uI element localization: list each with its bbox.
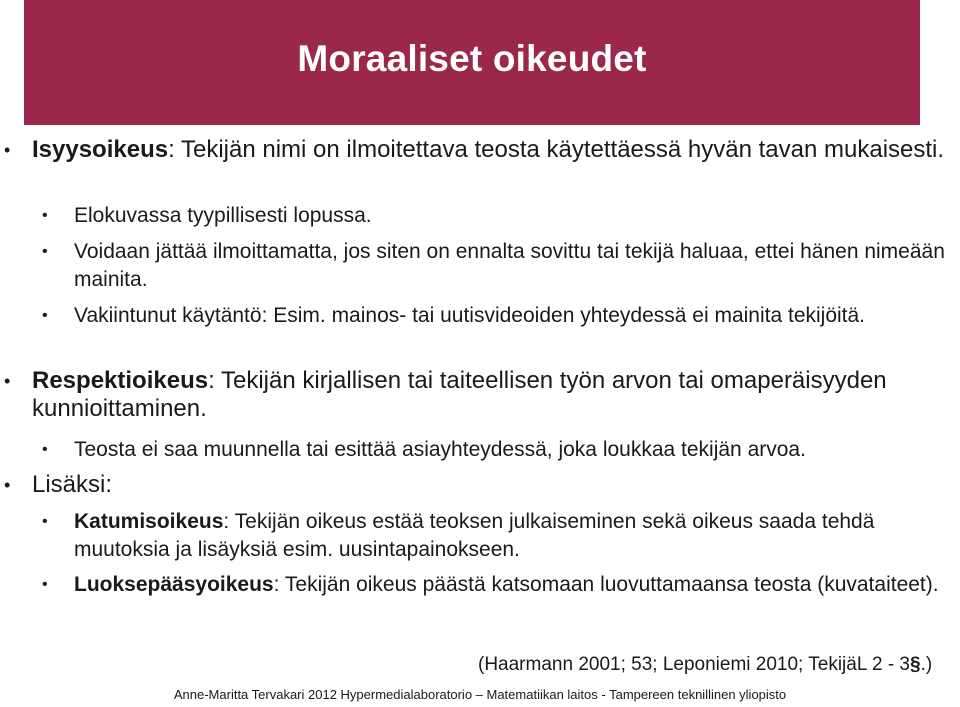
list-item — [4, 136, 952, 164]
bullet-icon: • — [4, 371, 11, 391]
bullet-icon: • — [42, 207, 48, 224]
item-text: : Tekijän oikeus päästä katsomaan luovuttamaansa teosta (kuvataiteet). — [273, 573, 939, 596]
list-item — [42, 436, 958, 464]
term-label: Respektioikeus — [32, 367, 209, 394]
list-item — [42, 238, 958, 294]
term-label: Katumisoikeus — [74, 510, 224, 533]
citation: (Haarmann 2001; 53; Leponiemi 2010; TekijäL 2 - 3§.) — [478, 654, 933, 675]
list-item — [4, 471, 952, 499]
item-text: Lisäksi: — [32, 471, 113, 498]
item-text: Vakiintunut käytäntö: Esim. mainos- tai uutisvideoiden yhteydessä ei mainita tekijöitä. — [74, 304, 866, 327]
title-banner — [24, 0, 920, 125]
bullet-icon: • — [42, 441, 48, 458]
list-item — [42, 202, 958, 230]
bullet-icon: • — [42, 576, 48, 593]
list-item — [42, 508, 958, 564]
term-label: Luoksepääsyoikeus — [74, 573, 274, 596]
item-text: : Tekijän nimi on ilmoitettava teosta käytettäessä hyvän tavan mukaisesti. — [168, 136, 945, 163]
item-text: Elokuvassa tyypillisesti lopussa. — [74, 204, 372, 227]
bullet-icon: • — [4, 140, 11, 160]
bullet-icon: • — [42, 243, 48, 260]
term-label: Isyysoikeus — [32, 136, 169, 163]
item-text: Voidaan jättää ilmoittamatta, jos siten on ennalta sovittu tai tekijä haluaa, ettei hänen nimeään mainita. — [74, 240, 945, 291]
bullet-icon: • — [42, 513, 48, 530]
slide-title: Moraaliset oikeudet — [297, 38, 647, 79]
item-text: : Tekijän kirjallisen tai taiteellisen työn arvon tai omaperäisyyden kunnioittaminen. — [32, 367, 887, 422]
footer-credits: Anne-Maritta Tervakari 2012 Hypermedialaboratorio – Matematiikan laitos - Tampereen teknillinen yliopisto — [173, 687, 787, 702]
bullet-icon: • — [42, 307, 48, 324]
item-text: : Tekijän oikeus estää teoksen julkaiseminen sekä oikeus saada tehdä muutoksia ja lisäyksiä esim. uusintapainokseen. — [74, 510, 875, 561]
bullet-icon: • — [4, 475, 11, 495]
section-sign: § — [910, 654, 921, 675]
item-text: Teosta ei saa muunnella tai esittää asiayhteydessä, joka loukkaa tekijän arvoa. — [74, 438, 806, 461]
list-item — [4, 367, 952, 423]
list-item — [42, 571, 958, 599]
list-item — [42, 302, 958, 330]
